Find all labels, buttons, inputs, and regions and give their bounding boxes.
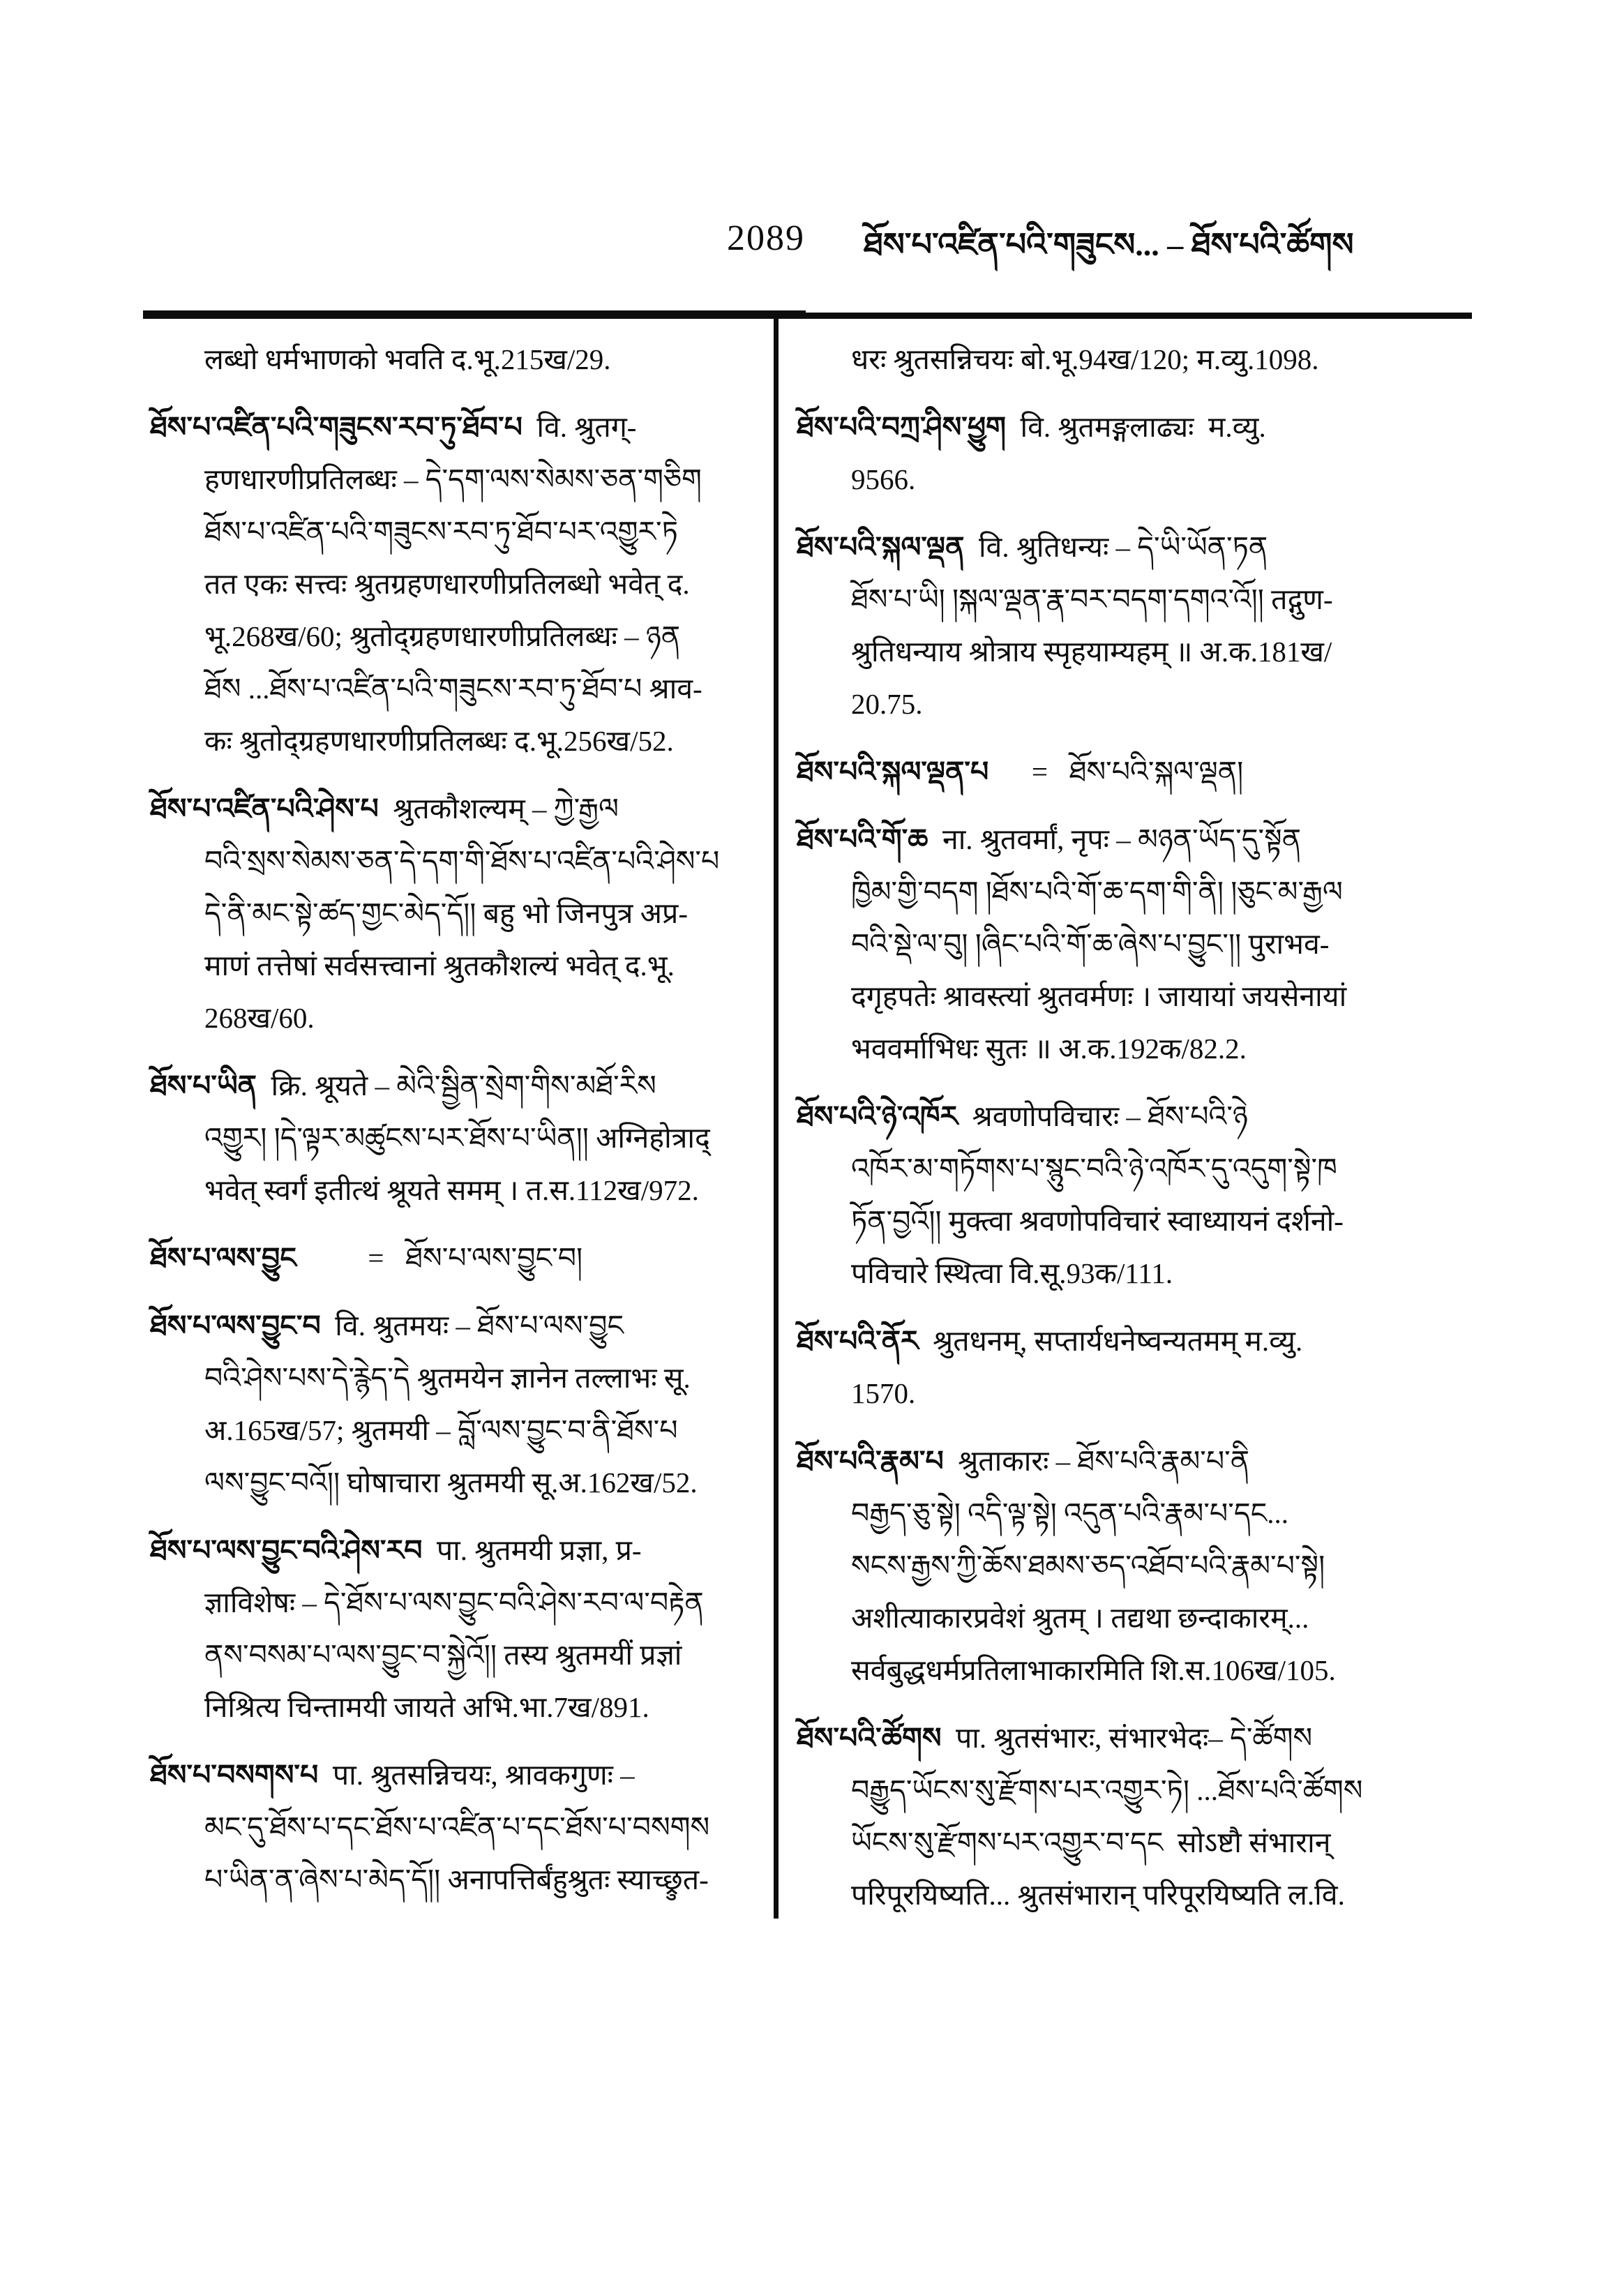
text-line: བརྒྱད་ཅུ་སྟེ། འདི་ལྟ་སྟེ། འདུན་པའི་རྣམ་པ་དང... [851, 1497, 1288, 1529]
text-line: अ.165ख/57; श्रुतमयी – བློ་ལས་བྱུང་བ་ནི་ཐོས་པ [204, 1414, 678, 1446]
text-line: ཐོས ...ཐོས་པ་འཛིན་པའི་གཟུངས་རབ་ཏུ་ཐོབ་པ श्राव- [204, 673, 702, 705]
entry-definition-text: पा. श्रुतसन्निचयः, श्रावकगुणः – [318, 1759, 635, 1791]
text-line: བརྒྱུད་ཡོངས་སུ་རྫོགས་པར་འགྱུར་ཏེ། ...ཐོས་པའི་ཚོགས [851, 1774, 1363, 1806]
text-line: 9566. [851, 463, 916, 495]
entry-definition-text: ना. श्रुतवर्मां, नृपः – མཉན་ཡོད་དུ་སྟོན [928, 823, 1302, 855]
entry-headword: ཐོས་པའི་སྐལ་ལྡན་པ [797, 756, 989, 788]
text-line: भववर्माभिधः सुतः ॥ अ.क.192क/82.2. [851, 1033, 1247, 1065]
dictionary-entry-line [797, 1435, 1480, 1487]
entry-definition-text: वि. श्रुतग्- [522, 411, 637, 443]
text-line: अशीत्याकारप्रवेशं श्रुतम् । तद्यथा छन्दाकारम्... [851, 1602, 1309, 1634]
dictionary-entry-line [797, 521, 1480, 573]
text-line: सर्वबुद्धधर्मप्रतिलाभाकारमिति शि.स.106ख/105. [851, 1654, 1336, 1686]
text-line: धरः श्रुतसन्निचयः बो.भू.94ख/120; म.व्यु.1098. [851, 343, 1319, 375]
dictionary-entry-line [797, 401, 1480, 453]
dictionary-entry-line [797, 1315, 1480, 1367]
text-line: བའི་ཤེས་པས་དེ་རྙེད་དེ श्रुतमयेन ज्ञानेन तल्लाभः सू. [204, 1362, 691, 1394]
text-line: ज्ञाविशेषः – དེ་ཐོས་པ་ལས་བྱུང་བའི་ཤེས་རབ་ལ་བརྟེན [204, 1586, 704, 1619]
text-line: कः श्रुतोद्ग्रहणधारणीप्रतिलब्धः द.भू.256ख/52. [204, 725, 674, 757]
entry-definition-text: श्रुतधनम्, सप्तार्यधनेष्वन्यतमम् म.व्यु. [918, 1325, 1303, 1357]
entry-definition-text: = ཐོས་པ་ལས་བྱུང་བ། [296, 1242, 583, 1274]
entry-definition-text: वि. श्रुतमङ्गलाढ्यः म.व्यु. [1006, 411, 1266, 443]
entry-headword: ཐོས་པའི་རྣམ་པ [797, 1445, 944, 1477]
text-line: ཡོངས་སུ་རྫོགས་པར་འགྱུར་བ་དང सोऽष्टौ संभारान् [851, 1826, 1331, 1859]
text-line: བའི་སྲས་སེམས་ཅན་དེ་དག་གི་ཐོས་པ་འཛིན་པའི་ཤེས་པ [204, 845, 720, 877]
dictionary-entry-line [150, 1524, 767, 1577]
column-divider-rule [774, 314, 779, 1919]
text-line: དེ་ནི་མང་སྟེ་ཚད་གྱང་མེད་དོ།། बहु भो जिनपुत्र अप्र- [204, 897, 688, 929]
text-line: ཁྱིམ་གྱི་བདག །ཐོས་པའི་གོ་ཆ་དག་གི་ནི། །ཅུང་མ་རྒྱལ [851, 876, 1343, 908]
entry-headword: ཐོས་པ་ཡིན [150, 1070, 257, 1102]
text-line: 1570. [851, 1377, 916, 1409]
dictionary-entry-line [150, 401, 767, 453]
text-line: སངས་རྒྱས་ཀྱི་ཆོས་ཐམས་ཅད་འཐོབ་པའི་རྣམ་པ་སྟེ། [851, 1549, 1325, 1582]
running-head: ཐོས་པ་འཛིན་པའི་གཟུངས... – ཐོས་པའི་ཚོགས [864, 227, 1354, 262]
dictionary-entry-line [797, 1090, 1480, 1143]
dictionary-entry-line [797, 813, 1480, 866]
entry-definition-text: श्रवणोपविचारः – ཐོས་པའི་ཉེ [958, 1100, 1248, 1132]
text-line: ཐོས་པ་ཡི། །སྐལ་ལྡན་རྣ་བར་བདག་དགའ་འོ།། तद्गुण- [851, 583, 1333, 615]
entry-definition-text: वि. श्रुतिधन्यः – དེ་ཡི་ཡོན་ཏན [964, 531, 1268, 563]
right-column [797, 333, 1480, 1921]
text-line: माणं तत्तेषां सर्वसत्त्वानां श्रुतकौशल्यं भवेत् द.भू. [204, 950, 675, 982]
text-line: ནས་བསམ་པ་ལས་བྱུང་བ་སྐྱེའོ།། तस्य श्रुतमयीं प्रज्ञां [204, 1639, 682, 1671]
text-line: ལས་བྱུང་བའོ།། घोषाचारा श्रुतमयी सू.अ.162ख/52. [204, 1466, 698, 1499]
text-line: འཁོར་མ་གཏོགས་པ་སྙུང་བའི་ཉེ་འཁོར་དུ་འདུག་སྟེ་ཁ [851, 1153, 1337, 1185]
entry-headword: ཐོས་པ་ལས་བྱུང [150, 1242, 296, 1274]
text-line: པ་ཡིན་ན་ཞེས་པ་མེད་དོ།། अनापत्तिर्बंहुश्रुतः स्याच्छ्रुत- [204, 1863, 709, 1896]
entry-headword: ཐོས་པའི་སྐལ་ལྡན [797, 531, 965, 563]
entry-headword: ཐོས་པའི་བཀྲ་ཤིས་ཕྱུག [797, 411, 1006, 443]
text-line: परिपूरयिष्यति... श्रुतसंभारान् परिपूरयिष्यति ल.वि. [851, 1879, 1345, 1911]
entry-headword: ཐོས་པ་བསགས་པ [150, 1759, 319, 1791]
entry-headword: ཐོས་པའི་གོ་ཆ [797, 823, 928, 855]
text-line: श्रुतिधन्याय श्रोत्राय स्पृहयाम्यहम् ॥ अ.क.181ख/ [851, 636, 1332, 668]
entry-definition-text: पा. श्रुतमयी प्रज्ञा, प्र- [422, 1534, 642, 1566]
entry-headword: ཐོས་པ་འཛིན་པའི་གཟུངས་རབ་ཏུ་ཐོབ་པ [150, 411, 522, 443]
text-line: लब्धो धर्मभाणको भवति द.भू.215ख/29. [204, 343, 611, 375]
text-line: ཏོན་བྱའོ།། मुक्त्वा श्रवणोपविचारं स्वाध्यायनं दर्शनो- [851, 1205, 1344, 1237]
entry-definition-text: क्रि. श्रूयते – མེའི་སྦྱིན་སྲེག་གིས་མཐོ་རིས [257, 1070, 656, 1102]
left-column [150, 333, 767, 1906]
entry-definition-text: पा. श्रुतसंभारः, संभारभेदः– དེ་ཚོགས [941, 1722, 1313, 1754]
page-number: 2089 [727, 218, 805, 258]
entry-headword: ཐོས་པ་འཛིན་པའི་ཤེས་པ [150, 793, 379, 825]
entry-definition-text: श्रुताकारः – ཐོས་པའི་རྣམ་པ་ནི [943, 1445, 1250, 1477]
entry-definition-text: वि. श्रुतमयः – ཐོས་པ་ལས་བྱུང [320, 1309, 624, 1342]
header-rule-thick-left [143, 310, 806, 314]
dictionary-entry-line [150, 1300, 767, 1352]
text-line: འགྱུར། །དེ་ལྟར་མཚུངས་པར་ཐོས་པ་ཡིན།། अग्निहोत्राद् [204, 1122, 710, 1154]
dictionary-entry-line [150, 1060, 767, 1112]
entry-headword: ཐོས་པའི་ཚོགས [797, 1722, 942, 1754]
dictionary-entry-line [150, 1749, 767, 1801]
text-line: तत एकः सत्त्वः श्रुतग्रहणधारणीप्रतिलब्धो भवेत् द. [204, 568, 690, 600]
dictionary-entry-line [797, 1712, 1480, 1764]
text-line: ཐོས་པ་འཛིན་པའི་གཟུངས་རབ་ཏུ་ཐོབ་པར་འགྱུར་ཏེ [204, 516, 678, 548]
dictionary-entry-line [797, 746, 1480, 798]
text-line: हणधारणीप्रतिलब्धः – དེ་དག་ལས་སེམས་ཅན་གཅིག [204, 463, 702, 495]
text-line: མང་དུ་ཐོས་པ་དང་ཐོས་པ་འཛིན་པ་དང་ཐོས་པ་བསགས [204, 1811, 710, 1843]
text-line: पविचारे स्थित्वा वि.सू.93क/111. [851, 1257, 1173, 1289]
entry-headword: ཐོས་པའི་ཉེ་འཁོར [797, 1100, 958, 1132]
text-line: भवेत् स्वर्गं इतीत्थं श्रूयते समम् । त.स.112ख/972. [204, 1174, 699, 1206]
text-line: निश्रित्य चिन्तामयी जायते अभि.भा.7ख/891. [204, 1691, 649, 1723]
entry-headword: ཐོས་པ་ལས་བྱུང་བའི་ཤེས་རབ [150, 1534, 423, 1566]
text-line: 20.75. [851, 688, 923, 720]
text-line: भू.268ख/60; श्रुतोद्ग्रहणधारणीप्रतिलब्धः – ཉན [204, 620, 681, 652]
entry-definition-text: श्रुतकौशल्यम् – ཀྱེ་རྒྱལ [378, 793, 619, 825]
entry-definition-text: = ཐོས་པའི་སྐལ་ལྡན། [988, 756, 1244, 788]
text-line: བའི་སྡེ་ལ་བུ། །ཞིང་པའི་གོ་ཆ་ཞེས་པ་བྱུང་།། पुराभव- [851, 928, 1330, 960]
entry-headword: ཐོས་པ་ལས་བྱུང་བ [150, 1309, 321, 1342]
text-line: दगृहपतेः श्रावस्त्यां श्रुतवर्मणः । जायायां जयसेनायां [851, 980, 1347, 1012]
dictionary-entry-line [150, 1232, 767, 1284]
entry-headword: ཐོས་པའི་ནོར [797, 1325, 919, 1357]
text-line: 268ख/60. [204, 1002, 315, 1034]
dictionary-entry-line [150, 783, 767, 835]
